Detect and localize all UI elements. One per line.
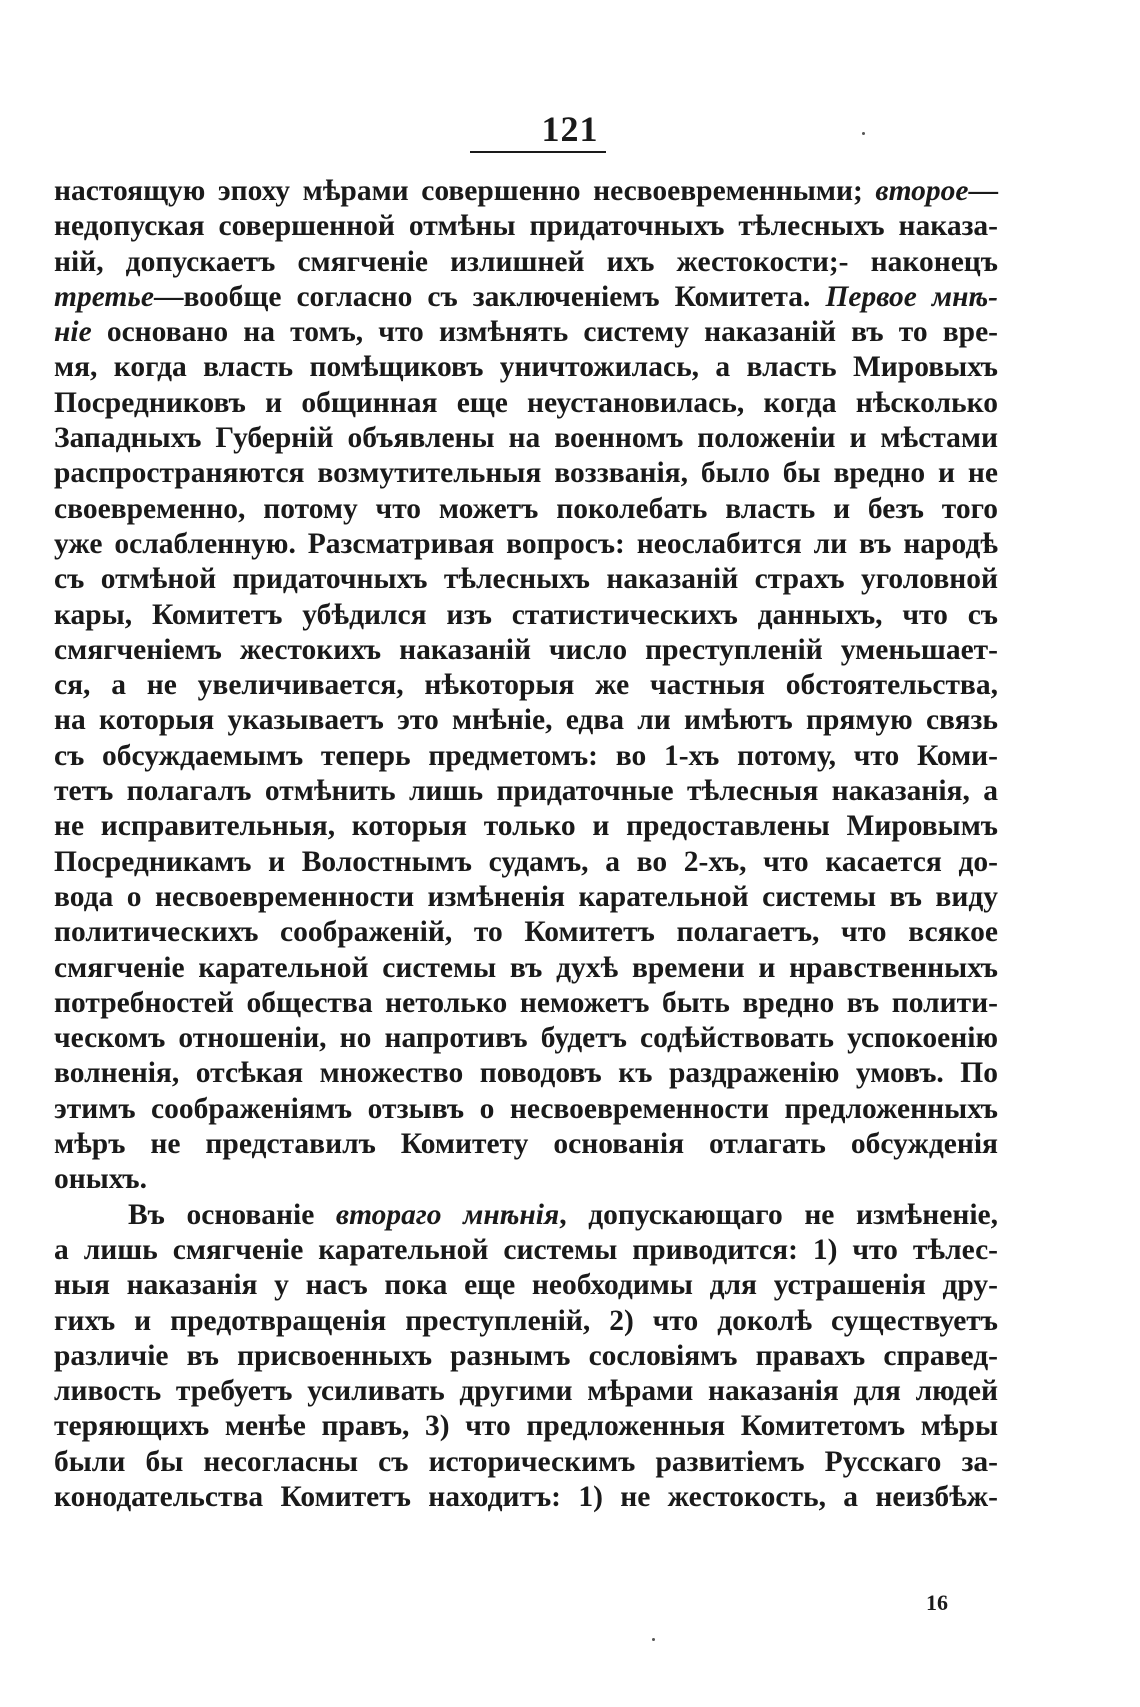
text-segment: мѣръ не представилъ Комитету основанія отлагать обсужденія	[54, 1128, 998, 1161]
text-line	[54, 986, 998, 1021]
text-segment: на которыя указываетъ это мнѣніе, едва ли имѣютъ прямую связь	[54, 704, 998, 737]
signature-mark: 16	[926, 1590, 948, 1615]
text-line	[54, 1233, 998, 1268]
text-line	[54, 315, 998, 350]
text-segment: Въ основаніе	[128, 1198, 336, 1231]
text-line	[54, 492, 998, 527]
text-segment: недопуская совершенной отмѣны придаточныхъ тѣлесныхъ наказа-	[54, 210, 998, 243]
text-segment: ливость требуетъ усиливать другими мѣрами наказанія для людей	[54, 1375, 998, 1408]
text-segment: различіе въ присвоенныхъ разнымъ сословіямъ правахъ справед-	[54, 1339, 998, 1372]
text-segment: оныхъ.	[54, 1163, 147, 1196]
text-segment: ній, допускаетъ смягченіе излишней ихъ жестокости;- наконецъ	[54, 245, 998, 278]
italic-emphasis: Первое мнѣ-	[825, 280, 999, 313]
page-number-rule	[470, 151, 606, 153]
text-line	[54, 1092, 998, 1127]
text-segment: мя, когда власть помѣщиковъ уничтожилась, а власть Мировыхъ	[54, 351, 998, 384]
text-segment: не исправительныя, которыя только и предоставлены Мировымъ	[54, 810, 998, 843]
text-line	[54, 386, 998, 421]
text-line	[54, 739, 998, 774]
text-line	[54, 1409, 998, 1444]
text-segment: основано на томъ, что измѣнять систему наказаній въ то вре-	[91, 316, 998, 349]
text-segment: уже ослабленную. Разсматривая вопросъ: неослабится ли въ народѣ	[54, 527, 998, 560]
text-line	[54, 280, 998, 315]
text-line	[54, 456, 998, 491]
body-text	[54, 174, 998, 1515]
text-line	[54, 1480, 998, 1515]
text-segment: ныя наказанія у насъ пока еще необходимы для устрашенія дру-	[54, 1269, 998, 1302]
text-line	[54, 1268, 998, 1303]
text-segment: распространяются возмутительныя воззванія, было бы вредно и не	[54, 457, 998, 490]
paper-speck	[652, 1638, 655, 1641]
italic-emphasis: третье	[54, 280, 154, 313]
text-segment: гихъ и предотвращенія преступленій, 2) что доколѣ существуетъ	[54, 1304, 998, 1337]
text-segment: были бы несогласны съ историческимъ развитіемъ Русскаго за-	[54, 1445, 998, 1478]
text-segment: кары, Комитетъ убѣдился изъ статистическихъ данныхъ, что съ	[54, 598, 998, 631]
text-line	[54, 598, 998, 633]
text-line	[54, 527, 998, 562]
text-segment: вода о несвоевременности измѣненія карательной системы въ виду	[54, 880, 998, 913]
text-segment: Посредникамъ и Волостнымъ судамъ, а во 2-хъ, что касается до-	[54, 845, 998, 878]
text-line	[54, 174, 998, 209]
text-segment: съ обсуждаемымъ теперь предметомъ: во 1-хъ потому, что Коми-	[54, 739, 998, 772]
text-segment: —вообще согласно съ заключеніемъ Комитета.	[153, 280, 826, 313]
text-line	[54, 668, 998, 703]
text-segment: этимъ соображеніямъ отзывъ о несвоевременности предложенныхъ	[54, 1092, 998, 1125]
text-segment: волненія, отсѣкая множество поводовъ къ раздраженію умовъ. По	[54, 1057, 998, 1090]
text-line	[54, 951, 998, 986]
text-line	[54, 1374, 998, 1409]
text-segment: —	[968, 175, 998, 207]
text-line	[54, 845, 998, 880]
text-segment: настоящую эпоху мѣрами совершенно несвоевременными;	[54, 175, 876, 207]
text-segment: своевременно, потому что можетъ поколебать власть и безъ того	[54, 492, 998, 525]
text-line	[54, 1304, 998, 1339]
text-segment: смягченіемъ жестокихъ наказаній число преступленій уменьшает-	[54, 633, 998, 666]
text-segment: тетъ полагалъ отмѣнить лишь придаточные тѣлесныя наказанія, а	[54, 775, 998, 808]
italic-emphasis: второе	[875, 175, 969, 207]
text-line	[54, 1198, 998, 1233]
page-number: 121	[541, 109, 599, 149]
text-segment: Западныхъ Губерній объявлены на военномъ положеніи и мѣстами	[54, 422, 998, 455]
text-line	[54, 1056, 998, 1091]
text-line	[54, 1339, 998, 1374]
text-segment: , допускающаго не измѣненіе,	[559, 1198, 998, 1231]
text-line	[54, 703, 998, 738]
text-line	[54, 774, 998, 809]
text-line	[54, 421, 998, 456]
text-segment: ческомъ отношеніи, но напротивъ будетъ содѣйствовать успокоенію	[54, 1022, 998, 1055]
text-segment: смягченіе карательной системы въ духѣ времени и нравственныхъ	[54, 951, 998, 984]
paper-speck	[862, 132, 865, 135]
text-line	[54, 915, 998, 950]
text-line	[54, 350, 998, 385]
text-segment: потребностей общества нетолько неможетъ быть вредно въ полити-	[54, 986, 998, 1019]
text-segment: съ отмѣной придаточныхъ тѣлесныхъ наказаній страхъ уголовной	[54, 563, 998, 596]
text-line	[54, 562, 998, 597]
text-line	[54, 209, 998, 244]
text-segment: а лишь смягченіе карательной системы приводится: 1) что тѣлес-	[54, 1233, 998, 1266]
text-line	[54, 633, 998, 668]
text-line	[54, 1021, 998, 1056]
text-segment: ся, а не увеличивается, нѣкоторыя же частныя обстоятельства,	[54, 669, 998, 702]
text-line	[54, 245, 998, 280]
text-line	[54, 809, 998, 844]
text-segment: Посредниковъ и общинная еще неустановилась, когда нѣсколько	[54, 386, 998, 419]
text-line	[54, 1162, 998, 1197]
text-segment: конодательства Комитетъ находитъ: 1) не жестокость, а неизбѣж-	[54, 1480, 998, 1513]
italic-emphasis: втораго мнѣнія	[335, 1198, 560, 1231]
text-line	[54, 880, 998, 915]
text-line	[54, 1445, 998, 1480]
text-segment: теряющихъ менѣе правъ, 3) что предложенныя Комитетомъ мѣры	[54, 1410, 998, 1443]
text-line	[54, 1127, 998, 1162]
italic-emphasis: ніе	[54, 316, 92, 349]
text-segment: политическихъ соображеній, то Комитетъ полагаетъ, что всякое	[54, 916, 998, 949]
